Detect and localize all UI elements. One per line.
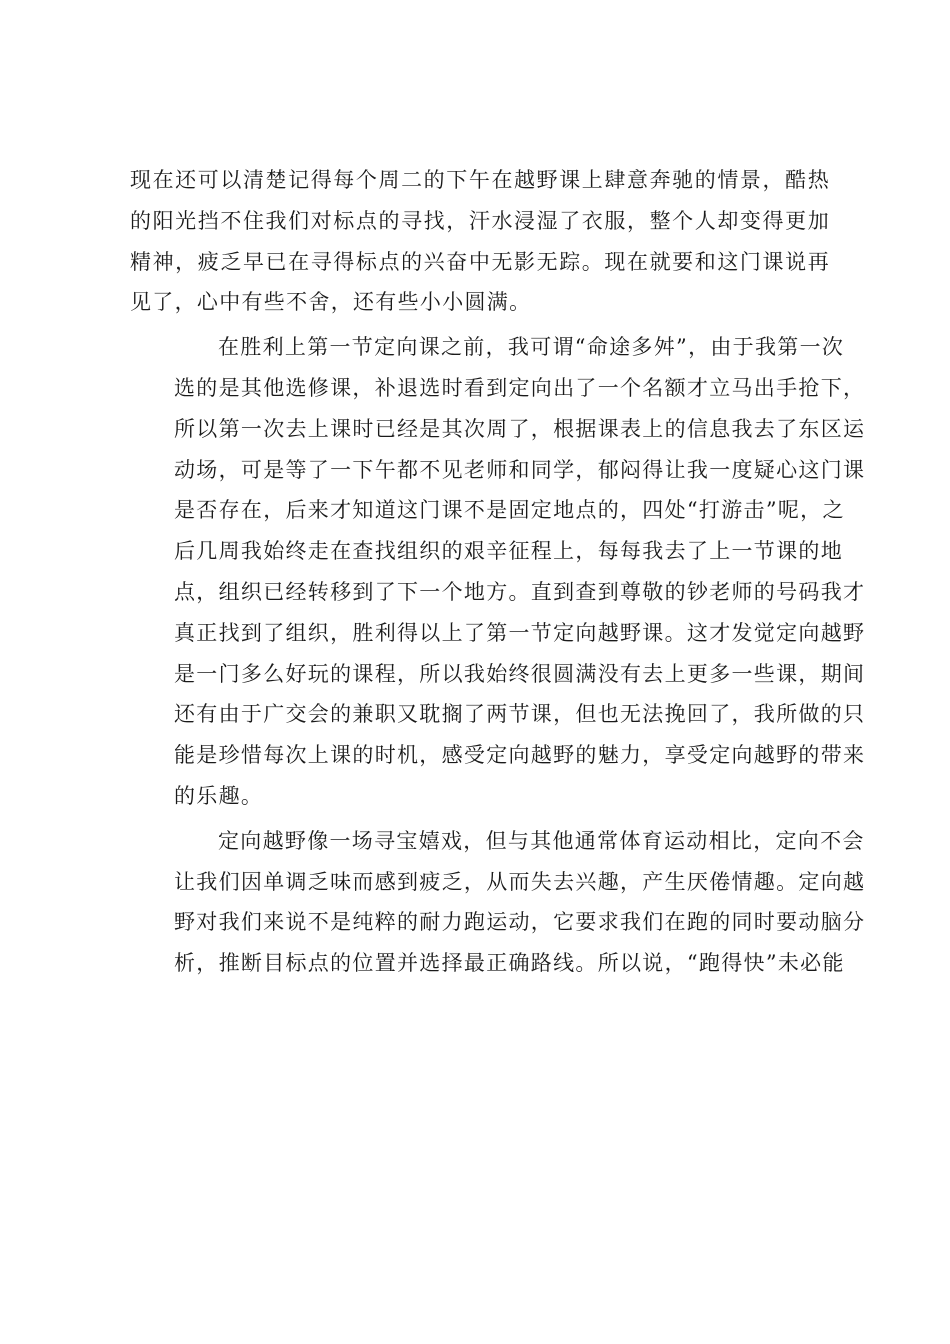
- text-line: 点，组织已经转移到了下一个地方。直到查到尊敬的钞老师的号码我才: [174, 579, 866, 604]
- text-line: 的阳光挡不住我们对标点的寻找，汗水浸湿了衣服，整个人却变得更加: [130, 208, 830, 233]
- text-line: 见了，心中有些不舍，还有些小小圆满。: [130, 290, 532, 315]
- text-line: 现在还可以清楚记得每个周二的下午在越野课上肆意奔驰的情景，酷热: [130, 168, 830, 192]
- paragraph-p1: [130, 160, 830, 323]
- text-line: 能是珍惜每次上课的时机，感受定向越野的魅力，享受定向越野的带来: [174, 743, 866, 768]
- text-line: 还有由于广交会的兼职又耽搁了两节课，但也无法挽回了，我所做的只: [174, 702, 866, 727]
- text-line: 的乐趣。: [174, 783, 264, 808]
- text-line: 野对我们来说不是纯粹的耐力跑运动，它要求我们在跑的同时要动脑分: [174, 910, 866, 935]
- text-line: 选的是其他选修课，补退选时看到定向出了一个名额才立马出手抢下，: [174, 375, 866, 400]
- text-line: 析，推断目标点的位置并选择最正确路线。所以说，“跑得快”未必能: [174, 951, 845, 976]
- text-line: 是否存在，后来才知道这门课不是固定地点的，四处“打游击”呢，之: [174, 498, 845, 523]
- paragraph-p2: [130, 327, 866, 817]
- text-line: 后几周我始终走在查找组织的艰辛征程上，每每我去了上一节课的地: [174, 539, 843, 564]
- text-line: 真正找到了组织，胜利得以上了第一节定向越野课。这才发觉定向越野: [174, 620, 866, 645]
- text-line: 精神，疲乏早已在寻得标点的兴奋中无影无踪。现在就要和这门课说再: [130, 249, 830, 274]
- text-line: 所以第一次去上课时已经是其次周了，根据课表上的信息我去了东区运: [174, 416, 866, 441]
- text-line: 在胜利上第一节定向课之前，我可谓“命途多舛”，由于我第一次: [218, 335, 845, 360]
- text-line: 是一门多么好玩的课程，所以我始终很圆满没有去上更多一些课，期间: [174, 661, 866, 686]
- text-line: 定向越野像一场寻宝嬉戏，但与其他通常体育运动相比，定向不会: [218, 828, 865, 853]
- text-line: 动场，可是等了一下午都不见老师和同学，郁闷得让我一度疑心这门课: [174, 457, 866, 482]
- text-line: 让我们因单调乏味而感到疲乏，从而失去兴趣，产生厌倦情趣。定向越: [174, 869, 866, 894]
- body-text: [130, 160, 866, 984]
- paragraph-p3: [130, 821, 866, 984]
